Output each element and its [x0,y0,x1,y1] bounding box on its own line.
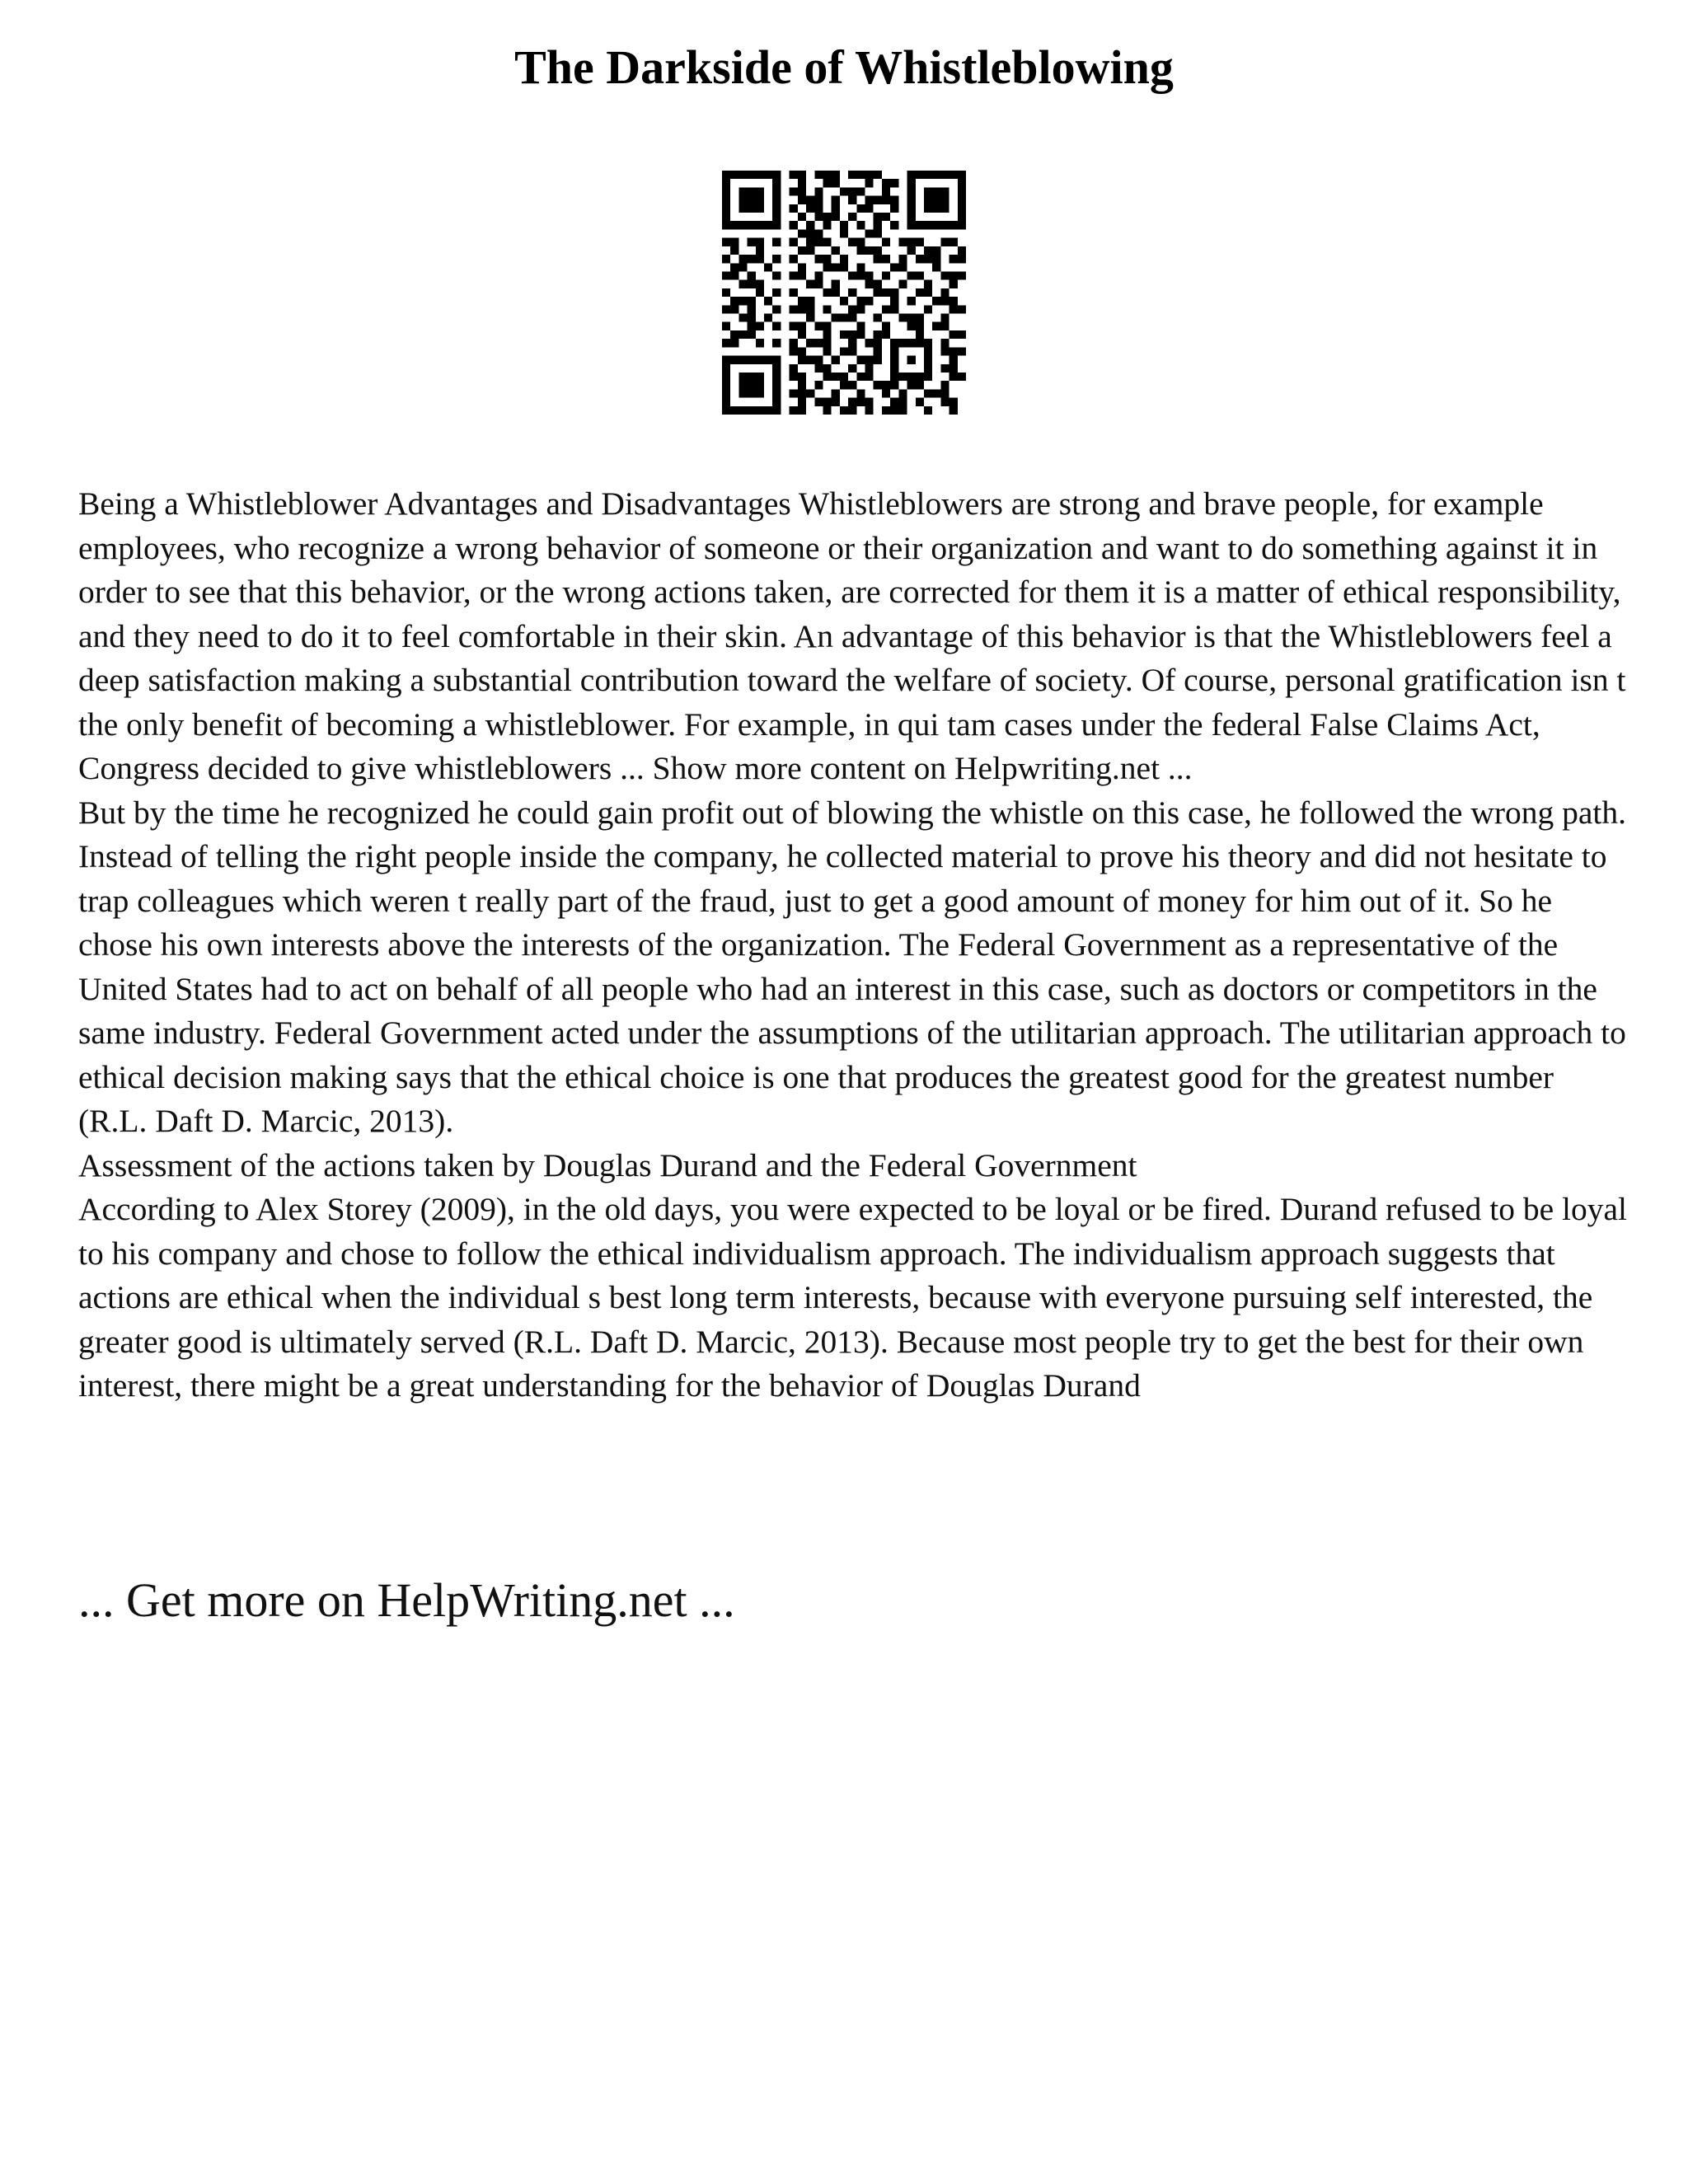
paragraph-intro: Being a Whistleblower Advantages and Disadvantages Whistleblowers are strong and brave people, for example employees, who recognize a wrong behavior of someone or their organization and want to do something against it in order to see that this behavior, or the wrong actions taken, are corrected for them it is a matter of ethical responsibility, and they need to do it to feel comfortable in their skin. An advantage of this behavior is that the Whistleblowers feel a deep satisfaction making a substantial contribution toward the welfare of society. Of course, personal gratification isn t the only benefit of becoming a whistleblower. For example, in qui tam cases under the federal False Claims Act, Congress decided to give whistleblowers ... Show more content on Helpwriting.net ... [78,485,1626,786]
paragraph-assessment: According to Alex Storey (2009), in the old days, you were expected to be loyal or be fired. Durand refused to be loyal to his company and chose to follow the ethical individualism approach. The individualism approach suggests that actions are ethical when the individual s best long term interests, because with everyone pursuing self interested, the greater good is ultimately served (R.L. Daft D. Marcic, 2013). Because most people try to get the best for their own interest, there might be a great understanding for the behavior of Douglas Durand [78,1191,1627,1404]
article-body [78,482,1628,1408]
get-more-link[interactable]: ... Get more on HelpWriting.net ... [78,1573,735,1627]
qr-code-icon[interactable] [722,171,966,415]
page-title: The Darkside of Whistleblowing [514,40,1174,94]
section-heading-assessment: Assessment of the actions taken by Douglas Durand and the Federal Government [78,1146,1137,1183]
paragraph-durand-path: But by the time he recognized he could gain profit out of blowing the whistle on this case, he followed the wrong path. Instead of telling the right people inside the company, he collected material to prove his theory and did not hesitate to trap colleagues which weren t really part of the fraud, just to get a good amount of money for him out of it. So he chose his own interests above the interests of the organization. The Federal Government as a representative of the United States had to act on behalf of all people who had an interest in this case, such as doctors or competitors in the same industry. Federal Government acted under the assumptions of the utilitarian approach. The utilitarian approach to ethical decision making says that the ethical choice is one that produces the greatest good for the greatest number (R.L. Daft D. Marcic, 2013). [78,794,1627,1139]
